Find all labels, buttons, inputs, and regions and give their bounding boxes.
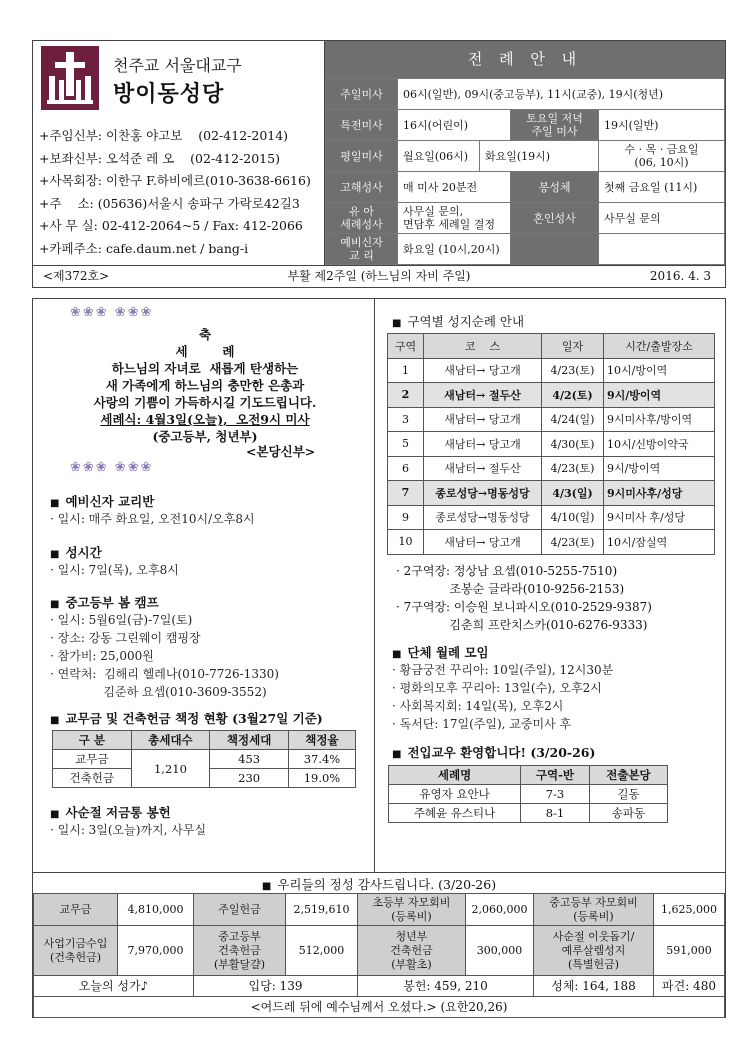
quote-row bbox=[34, 997, 725, 1018]
table-cell: 송파동 bbox=[589, 804, 667, 823]
table-row bbox=[388, 432, 715, 457]
table-cell: 9 bbox=[388, 505, 424, 530]
parish-header bbox=[32, 40, 324, 266]
table-cell: 4,810,000 bbox=[118, 894, 194, 926]
table-header: 시간/출발장소 bbox=[604, 334, 715, 359]
flower-ornament-icon: ❀❀❀ ❀❀❀ bbox=[70, 460, 154, 475]
parish-name: 방이동성당 bbox=[113, 81, 225, 107]
infant-baptism-value: 사무실 문의, 면담후 세례일 결정 bbox=[398, 203, 511, 234]
table-cell: 사순절 이웃돕기/ 예루살렘성지 (특별헌금) bbox=[534, 926, 654, 976]
hymns-row bbox=[34, 976, 725, 997]
offerings-title: 우리들의 정성 감사드립니다. (3/20-26) bbox=[277, 877, 497, 892]
special-mass-times: 16시(어린이) bbox=[398, 110, 511, 141]
section-title: 성시간 bbox=[65, 545, 102, 560]
square-bullet-icon: ■ bbox=[392, 749, 402, 760]
table-cell: 새남터→ 당고개 bbox=[424, 432, 542, 457]
square-bullet-icon: ■ bbox=[392, 649, 402, 660]
archdiocese-name: 천주교 서울대교구 bbox=[113, 56, 242, 75]
contact-line: · 7구역장: 이승원 보니파시오(010-2529-9387) bbox=[396, 600, 652, 614]
confession-value: 매 미사 20분전 bbox=[398, 172, 511, 203]
square-bullet-icon: ■ bbox=[50, 715, 60, 726]
weekday-tuesday: 화요일(19시) bbox=[480, 141, 599, 172]
list-item: · 독서단: 17일(주일), 교중미사 후 bbox=[392, 717, 572, 731]
contact-line: 조봉순 글라라(010-9256-2153) bbox=[396, 582, 625, 596]
hymn-communion: 성체: 164, 188 bbox=[534, 976, 654, 997]
congrats-line: (중고등부, 청년부) bbox=[152, 429, 258, 444]
table-cell: 10시/잠실역 bbox=[604, 530, 715, 555]
parish-logo-icon bbox=[41, 46, 99, 110]
list-item: · 일시: 매주 화요일, 오전10시/오후8시 bbox=[50, 512, 255, 526]
congrats-line: 사랑의 기쁨이 가득하시길 기도드립니다. bbox=[93, 395, 317, 410]
table-cell: 9시미사 후/성당 bbox=[604, 505, 715, 530]
issue-date: 2016. 4. 3 bbox=[649, 269, 711, 283]
section-title: 사순절 저금통 봉헌 bbox=[65, 805, 171, 820]
list-item: · 사회복지회: 14일(목), 오후2시 bbox=[392, 699, 564, 713]
info-line: +보좌신부: 오석준 레 오 (02-412-2015) bbox=[39, 150, 280, 166]
table-cell: 7-3 bbox=[521, 785, 590, 804]
empty-cell bbox=[599, 234, 725, 265]
table-cell: 37.4% bbox=[288, 750, 355, 769]
liturgy-table bbox=[325, 78, 725, 265]
liturgy-title: 전 례 안 내 bbox=[325, 41, 725, 78]
contact-line: · 2구역장: 정상남 요셉(010-5255-7510) bbox=[396, 564, 618, 578]
table-cell: 사업기금수입 (건축헌금) bbox=[34, 926, 118, 976]
table-cell: 새남터→ 당고개 bbox=[424, 358, 542, 383]
offerings-box bbox=[32, 873, 726, 1018]
list-item: · 연락처: 김해리 헬레나(010-7726-1330) bbox=[50, 667, 279, 681]
table-cell: 1,625,000 bbox=[654, 894, 725, 926]
pilgrimage-table bbox=[387, 333, 715, 555]
table-cell: 453 bbox=[210, 750, 289, 769]
table-cell: 새남터→ 절두산 bbox=[424, 456, 542, 481]
table-row bbox=[388, 456, 715, 481]
list-item: · 평화의모후 꾸리아: 13일(수), 오후2시 bbox=[392, 681, 602, 695]
catechumen-section bbox=[50, 492, 255, 528]
table-header: 구역-반 bbox=[521, 766, 590, 785]
table-header: 구역 bbox=[388, 334, 424, 359]
congrats-line: 세 례 bbox=[175, 344, 235, 359]
square-bullet-icon: ■ bbox=[261, 881, 272, 892]
list-item: · 일시: 7일(목), 오후8시 bbox=[50, 563, 179, 577]
square-bullet-icon: ■ bbox=[392, 318, 402, 329]
newcomers-heading bbox=[392, 743, 595, 761]
table-cell: 종로성당→명동성당 bbox=[424, 481, 542, 506]
section-title: 교무금 및 건축헌금 책정 현황 (3월27일 기준) bbox=[65, 711, 323, 726]
hymn-entrance: 입당: 139 bbox=[194, 976, 358, 997]
table-row bbox=[388, 530, 715, 555]
marriage-value: 사무실 문의 bbox=[599, 203, 725, 234]
lent-box-section bbox=[50, 803, 206, 839]
liturgy-guide bbox=[324, 40, 726, 266]
table-cell: 새남터→ 당고개 bbox=[424, 530, 542, 555]
square-bullet-icon: ■ bbox=[50, 498, 60, 509]
list-item: · 황금궁전 꾸리아: 10일(주일), 12시30분 bbox=[392, 663, 614, 677]
weekday-mass-label: 평일미사 bbox=[326, 141, 398, 172]
marriage-label: 혼인성사 bbox=[511, 203, 599, 234]
table-cell: 새남터→ 당고개 bbox=[424, 407, 542, 432]
table-cell: 9시미사후/방이역 bbox=[604, 407, 715, 432]
section-title: 단체 월례 모임 bbox=[407, 645, 489, 660]
table-cell: 2,060,000 bbox=[466, 894, 534, 926]
table-cell: 중고등부 건축헌금 (부활달걀) bbox=[194, 926, 286, 976]
section-title: 전입교우 환영합니다! (3/20-26) bbox=[407, 745, 596, 760]
sunday-mass-label: 주일미사 bbox=[326, 79, 398, 110]
table-row bbox=[388, 407, 715, 432]
catechumen-label: 예비신자 교 리 bbox=[326, 234, 398, 265]
table-cell: 길동 bbox=[589, 785, 667, 804]
gospel-quote: <여드레 뒤에 예수님께서 오셨다.> (요한20,26) bbox=[34, 997, 725, 1018]
special-mass-label: 특전미사 bbox=[326, 110, 398, 141]
table-cell: 1,210 bbox=[131, 750, 210, 788]
list-item: · 일시: 3일(오늘)까지, 사무실 bbox=[50, 823, 207, 837]
info-line: +주 소: (05636)서울시 송파구 가락로42길3 bbox=[39, 195, 300, 211]
table-cell: 9시/방이역 bbox=[604, 383, 715, 408]
table-cell: 7,970,000 bbox=[118, 926, 194, 976]
signature: <본당신부> bbox=[246, 444, 316, 459]
table-cell: 10시/방이역 bbox=[604, 358, 715, 383]
table-header: 세례명 bbox=[389, 766, 521, 785]
baptism-time: 세례식: 4월3일(오늘), 오전9시 미사 bbox=[100, 412, 310, 427]
table-cell: 4/10(일) bbox=[542, 505, 604, 530]
table-cell: 2,519,610 bbox=[286, 894, 358, 926]
table-cell: 4/23(토) bbox=[542, 530, 604, 555]
list-item: · 참가비: 25,000원 bbox=[50, 649, 154, 663]
groups-section bbox=[392, 643, 613, 733]
table-header: 총세대수 bbox=[131, 731, 210, 750]
table-cell: 7 bbox=[388, 481, 424, 506]
congrats-line: 새 가족에게 하느님의 충만한 은총과 bbox=[105, 378, 305, 393]
funds-section bbox=[50, 709, 323, 727]
weekday-rest: 수 · 목 · 금요일 (06, 10시) bbox=[599, 141, 725, 172]
table-cell: 1 bbox=[388, 358, 424, 383]
congrats-line: 하느님의 자녀로 새롭게 탄생하는 bbox=[111, 361, 299, 376]
square-bullet-icon: ■ bbox=[50, 809, 60, 820]
table-cell: 종로성당→명동성당 bbox=[424, 505, 542, 530]
table-row bbox=[388, 358, 715, 383]
table-cell: 10 bbox=[388, 530, 424, 555]
table-cell: 4/23(토) bbox=[542, 358, 604, 383]
pilgrimage-heading bbox=[392, 312, 524, 330]
baptism-congrats bbox=[40, 326, 370, 445]
list-item: · 장소: 강동 그린웨이 캠핑장 bbox=[50, 631, 201, 645]
info-line: +카페주소: cafe.daum.net / bang-i bbox=[39, 240, 249, 256]
table-header: 책정세대 bbox=[210, 731, 289, 750]
contact-line: 김춘희 프란치스카(010-6276-9333) bbox=[396, 618, 648, 632]
table-header: 구 분 bbox=[53, 731, 132, 750]
info-line: +사목회장: 이한구 F.하비에르(010-3638-6616) bbox=[39, 173, 311, 188]
section-title: 예비신자 교리반 bbox=[65, 494, 155, 509]
table-cell: 중고등부 자모회비 (등록비) bbox=[534, 894, 654, 926]
feast-title: 부활 제2주일 (하느님의 자비 주일) bbox=[287, 269, 471, 283]
contact-info bbox=[39, 125, 311, 260]
table-cell: 유영자 요안나 bbox=[389, 785, 521, 804]
table-header: 전출본당 bbox=[589, 766, 667, 785]
table-header: 책정율 bbox=[288, 731, 355, 750]
table-cell: 300,000 bbox=[466, 926, 534, 976]
table-cell: 512,000 bbox=[286, 926, 358, 976]
catechumen-value: 화요일 (10시,20시) bbox=[398, 234, 511, 265]
table-cell: 초등부 자모회비 (등록비) bbox=[358, 894, 466, 926]
table-cell: 교무금 bbox=[34, 894, 118, 926]
section-title: 중고등부 봄 캠프 bbox=[65, 595, 159, 610]
hymn-offertory: 봉헌: 459, 210 bbox=[358, 976, 534, 997]
table-row bbox=[34, 926, 725, 976]
saturday-mass-label: 토요일 저녁 주일 미사 bbox=[511, 110, 599, 141]
table-cell: 청년부 건축헌금 (부활초) bbox=[358, 926, 466, 976]
funds-table bbox=[52, 730, 356, 788]
table-cell: 건축헌금 bbox=[53, 769, 132, 788]
zone-leader-contacts bbox=[396, 562, 652, 634]
holy-hour-section bbox=[50, 543, 179, 579]
column-divider bbox=[374, 298, 375, 873]
congrats-line: 축 bbox=[198, 327, 212, 342]
table-row bbox=[388, 383, 715, 408]
table-row bbox=[389, 804, 668, 823]
table-cell: 주일헌금 bbox=[194, 894, 286, 926]
sunday-mass-times: 06시(일반), 09시(중고등부), 11시(교중), 19시(청년) bbox=[398, 79, 725, 110]
section-title: 구역별 성지순례 안내 bbox=[407, 314, 525, 329]
table-cell: 주혜윤 유스티나 bbox=[389, 804, 521, 823]
table-cell: 9시/방이역 bbox=[604, 456, 715, 481]
hymns-label: 오늘의 성가♪ bbox=[34, 976, 194, 997]
adoration-value: 첫째 금요일 (11시) bbox=[599, 172, 725, 203]
weekday-monday: 월요일(06시) bbox=[398, 141, 480, 172]
info-line: +주임신부: 이찬홍 야고보 (02-412-2014) bbox=[39, 128, 289, 143]
table-row bbox=[53, 750, 356, 769]
table-header: 일자 bbox=[542, 334, 604, 359]
table-cell: 4/23(토) bbox=[542, 456, 604, 481]
list-item: · 일시: 5월6일(금)-7일(토) bbox=[50, 613, 193, 627]
flower-ornament-icon: ❀❀❀ ❀❀❀ bbox=[70, 305, 154, 320]
table-row bbox=[389, 785, 668, 804]
table-cell: 4/2(토) bbox=[542, 383, 604, 408]
table-cell: 6 bbox=[388, 456, 424, 481]
table-cell: 교무금 bbox=[53, 750, 132, 769]
table-cell: 새남터→ 절두산 bbox=[424, 383, 542, 408]
empty-cell bbox=[511, 234, 599, 265]
table-row bbox=[388, 481, 715, 506]
table-row bbox=[34, 894, 725, 926]
square-bullet-icon: ■ bbox=[50, 599, 60, 610]
table-cell: 4/3(일) bbox=[542, 481, 604, 506]
offerings-table bbox=[33, 893, 725, 1018]
adoration-label: 봉성체 bbox=[511, 172, 599, 203]
confession-label: 고해성사 bbox=[326, 172, 398, 203]
table-row bbox=[388, 505, 715, 530]
camp-section bbox=[50, 593, 279, 701]
table-cell: 5 bbox=[388, 432, 424, 457]
newcomers-table bbox=[388, 765, 668, 823]
issue-bar bbox=[32, 266, 726, 288]
table-header: 코 스 bbox=[424, 334, 542, 359]
table-cell: 10시/신방이약국 bbox=[604, 432, 715, 457]
square-bullet-icon: ■ bbox=[50, 549, 60, 560]
table-cell: 4/30(토) bbox=[542, 432, 604, 457]
hymn-recessional: 파견: 480 bbox=[654, 976, 725, 997]
infant-baptism-label: 유 아 세례성사 bbox=[326, 203, 398, 234]
list-item: 김준하 요셉(010-3609-3552) bbox=[50, 685, 267, 699]
issue-number: <제372호> bbox=[43, 269, 110, 283]
table-cell: 9시미사후/성당 bbox=[604, 481, 715, 506]
saturday-mass-times: 19시(일반) bbox=[599, 110, 725, 141]
table-cell: 591,000 bbox=[654, 926, 725, 976]
offerings-heading bbox=[33, 875, 725, 893]
info-line: +사 무 실: 02-412-2064~5 / Fax: 412-2066 bbox=[39, 218, 303, 233]
table-cell: 3 bbox=[388, 407, 424, 432]
table-cell: 2 bbox=[388, 383, 424, 408]
table-cell: 4/24(일) bbox=[542, 407, 604, 432]
table-cell: 19.0% bbox=[288, 769, 355, 788]
table-cell: 230 bbox=[210, 769, 289, 788]
table-cell: 8-1 bbox=[521, 804, 590, 823]
